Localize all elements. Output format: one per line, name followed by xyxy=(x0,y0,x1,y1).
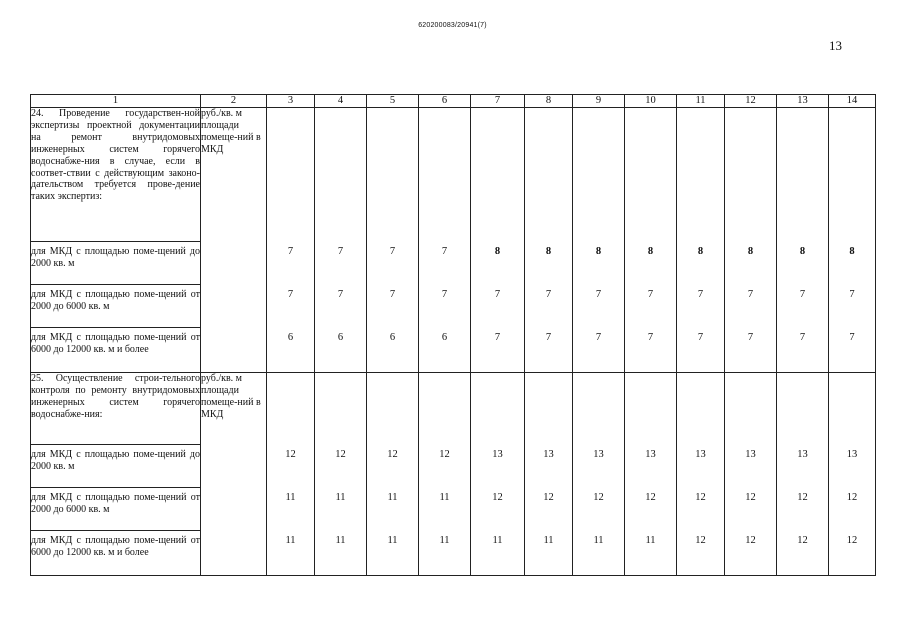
column-header: 12 xyxy=(725,95,777,108)
tariff-value: 13 xyxy=(492,449,503,460)
area-range-label: для МКД с площадью поме-щений до 2000 кв. м xyxy=(31,242,201,285)
tariff-value: 7 xyxy=(595,289,602,300)
section-title: 24. Проведение государствен-ной экспертизы проектной документации на ремонт внутридомовых инженерных систем горячего водоснабже-ния в случае, если в соответ-ствии с действующим законо-дательством требуется прове-дение таких экспертиз: xyxy=(31,108,201,242)
tariff-value: 11 xyxy=(387,492,398,503)
tariff-value: 12 xyxy=(695,535,706,546)
tariff-value: 11 xyxy=(335,492,346,503)
value-column-cell xyxy=(525,373,573,576)
tariff-value: 13 xyxy=(543,449,554,460)
value-column-cell xyxy=(677,373,725,576)
document-id: 620200083/20941(7) xyxy=(418,22,487,29)
value-column-cell xyxy=(419,108,471,373)
tariff-value: 7 xyxy=(545,332,552,343)
page-number: 13 xyxy=(829,38,842,53)
value-column-cell xyxy=(625,108,677,373)
tariff-value: 7 xyxy=(441,246,448,257)
tariff-value: 7 xyxy=(697,332,704,343)
column-header: 13 xyxy=(777,95,829,108)
tariff-value: 11 xyxy=(593,535,604,546)
value-column-cell xyxy=(267,108,315,373)
value-column-cell xyxy=(525,108,573,373)
tariff-value: 8 xyxy=(647,246,654,257)
tariff-value: 13 xyxy=(645,449,656,460)
value-column-cell xyxy=(315,373,367,576)
unit-cell: руб./кв. м площади помеще-ний в МКД xyxy=(201,373,267,576)
area-range-label: для МКД с площадью поме-щений до 2000 кв. м xyxy=(31,445,201,488)
value-column-cell xyxy=(471,108,525,373)
column-header: 8 xyxy=(525,95,573,108)
area-range-label: для МКД с площадью поме-щений от 6000 до 12000 кв. м и более xyxy=(31,531,201,576)
tariff-value: 7 xyxy=(697,289,704,300)
area-range-label: для МКД с площадью поме-щений от 2000 до 6000 кв. м xyxy=(31,488,201,531)
tariff-value: 12 xyxy=(543,492,554,503)
tariff-value: 11 xyxy=(439,535,450,546)
value-column-cell xyxy=(829,108,876,373)
unit-cell: руб./кв. м площади помеще-ний в МКД xyxy=(201,108,267,373)
tariff-value: 8 xyxy=(849,246,855,257)
value-column-cell xyxy=(267,373,315,576)
tariff-value: 12 xyxy=(645,492,656,503)
tariff-value: 7 xyxy=(799,289,806,300)
tariff-value: 13 xyxy=(695,449,706,460)
tariff-value: 6 xyxy=(287,332,294,343)
value-column-cell xyxy=(677,108,725,373)
tariff-value: 11 xyxy=(645,535,656,546)
tariff-value: 12 xyxy=(335,449,346,460)
column-header: 5 xyxy=(367,95,419,108)
tariff-value: 7 xyxy=(647,332,654,343)
section-row xyxy=(31,108,876,242)
tariff-value: 11 xyxy=(543,535,554,546)
tariff-value: 12 xyxy=(439,449,450,460)
tariff-value: 7 xyxy=(389,289,396,300)
tariff-value: 7 xyxy=(647,289,654,300)
column-header: 4 xyxy=(315,95,367,108)
value-column-cell xyxy=(625,373,677,576)
tariff-value: 11 xyxy=(492,535,503,546)
tariff-value: 11 xyxy=(335,535,346,546)
tariff-value: 13 xyxy=(745,449,756,460)
tariff-table xyxy=(30,94,876,576)
value-column-cell xyxy=(725,373,777,576)
tariff-value: 12 xyxy=(745,492,756,503)
tariff-value: 6 xyxy=(441,332,448,343)
column-header: 9 xyxy=(573,95,625,108)
column-header: 1 xyxy=(31,95,201,108)
value-column-cell xyxy=(725,108,777,373)
tariff-value: 11 xyxy=(285,492,296,503)
area-range-label: для МКД с площадью поме-щений от 2000 до 6000 кв. м xyxy=(31,285,201,328)
value-column-cell xyxy=(367,373,419,576)
tariff-value: 11 xyxy=(439,492,450,503)
tariff-value: 7 xyxy=(389,246,396,257)
tariff-value: 7 xyxy=(799,332,806,343)
tariff-value: 12 xyxy=(846,492,858,503)
tariff-value: 13 xyxy=(846,449,858,460)
tariff-value: 7 xyxy=(494,289,501,300)
tariff-value: 7 xyxy=(494,332,501,343)
tariff-value: 8 xyxy=(747,246,754,257)
value-column-cell xyxy=(573,373,625,576)
column-header: 7 xyxy=(471,95,525,108)
tariff-value: 7 xyxy=(747,332,754,343)
column-header: 10 xyxy=(625,95,677,108)
column-header: 14 xyxy=(829,95,876,108)
tariff-value: 6 xyxy=(337,332,344,343)
tariff-value: 8 xyxy=(494,246,501,257)
tariff-value: 7 xyxy=(849,332,855,343)
tariff-value: 13 xyxy=(797,449,808,460)
tariff-value: 7 xyxy=(595,332,602,343)
tariff-value: 12 xyxy=(846,535,858,546)
column-header: 2 xyxy=(201,95,267,108)
value-column-cell xyxy=(777,108,829,373)
tariff-value: 7 xyxy=(287,246,294,257)
tariff-value: 12 xyxy=(387,449,398,460)
tariff-value: 13 xyxy=(593,449,604,460)
tariff-value: 12 xyxy=(695,492,706,503)
tariff-value: 7 xyxy=(545,289,552,300)
tariff-value: 8 xyxy=(697,246,704,257)
section-title: 25. Осуществление строи-тельного контроля по ремонту внутридомовых инженерных систем горячего водоснабже-ния: xyxy=(31,373,201,445)
tariff-value: 7 xyxy=(287,289,294,300)
tariff-value: 11 xyxy=(285,535,296,546)
tariff-value: 12 xyxy=(593,492,604,503)
column-number-row xyxy=(31,95,876,108)
tariff-value: 8 xyxy=(799,246,806,257)
tariff-value: 6 xyxy=(389,332,396,343)
tariff-value: 7 xyxy=(849,289,855,300)
column-header: 11 xyxy=(677,95,725,108)
tariff-value: 12 xyxy=(797,492,808,503)
tariff-value: 11 xyxy=(387,535,398,546)
value-column-cell xyxy=(367,108,419,373)
value-column-cell xyxy=(315,108,367,373)
section-row xyxy=(31,373,876,445)
value-column-cell xyxy=(471,373,525,576)
area-range-label: для МКД с площадью поме-щений от 6000 до 12000 кв. м и более xyxy=(31,328,201,373)
tariff-value: 7 xyxy=(337,246,344,257)
tariff-value: 7 xyxy=(337,289,344,300)
tariff-value: 12 xyxy=(285,449,296,460)
value-column-cell xyxy=(573,108,625,373)
tariff-value: 7 xyxy=(441,289,448,300)
column-header: 3 xyxy=(267,95,315,108)
value-column-cell xyxy=(829,373,876,576)
value-column-cell xyxy=(777,373,829,576)
column-header: 6 xyxy=(419,95,471,108)
value-column-cell xyxy=(419,373,471,576)
tariff-value: 12 xyxy=(492,492,503,503)
tariff-value: 12 xyxy=(797,535,808,546)
tariff-value: 8 xyxy=(545,246,552,257)
tariff-value: 12 xyxy=(745,535,756,546)
tariff-value: 7 xyxy=(747,289,754,300)
tariff-value: 8 xyxy=(595,246,602,257)
